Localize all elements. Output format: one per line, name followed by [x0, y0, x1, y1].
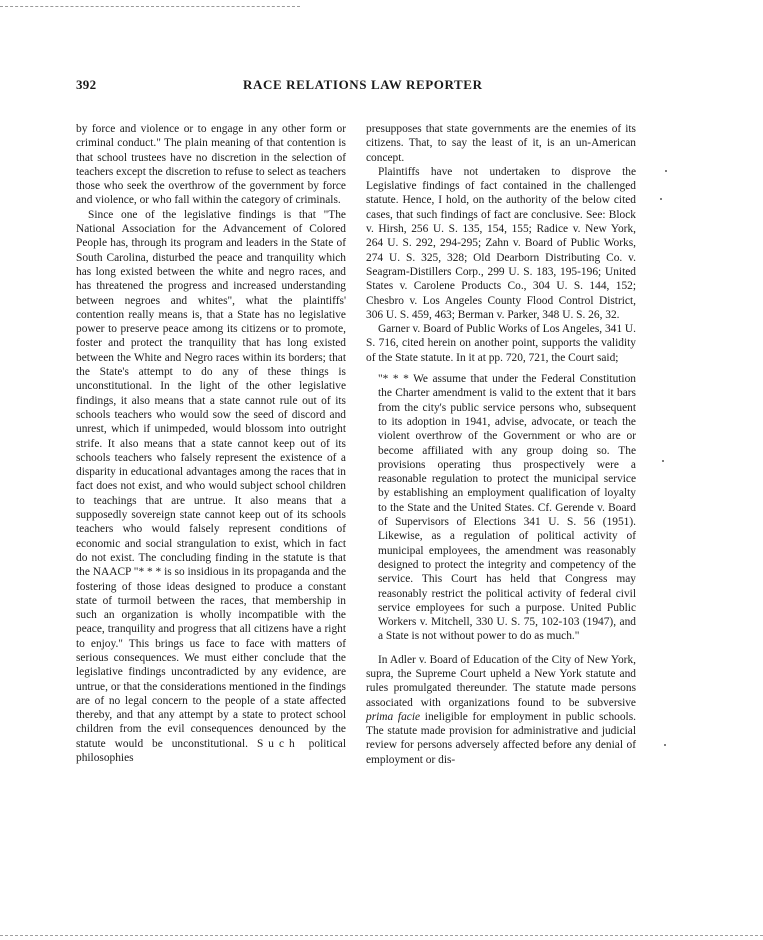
scan-speck [664, 744, 666, 746]
page-number: 392 [76, 77, 97, 92]
spaced-word: Such [256, 737, 300, 750]
block-quote: "* * * We assume that under the Federal Constitution the Charter amendment is valid to the extent that it bars from the city's public service persons who, subsequent to its adoption in 1941, advise, advocate, or teach the violent overthrow of the Government or who are or become affiliated with any group doing so. The provisions operating thus prospectively were a reasonable regulation to protect the municipal service by establishing an employment qualification of loyalty to the State and the United States. Cf. Gerende v. Board of Supervisors of Elections 341 U. S. 56 (1951). Likewise, as a regulation of political activity of municipal employees, the amendment was reasonably designed to protect the integrity and competency of the service. This Court has held that Congress may reasonably restrict the political activity of federal civil service employees for such a purpose. United Public Workers v. Mitchell, 330 U. S. 75, 102-103 (1947), and a State is not without power to do as much." [378, 373, 636, 643]
left-paragraph-2-end: political philosophies [76, 737, 346, 765]
left-paragraph-1: by force and violence or to engage in any other form or criminal conduct." The plain meaning of that contention is that school trustees have no discretion in the selection of teachers except the discretion to refuse to select as teachers those who seek the overthrow of the government by force and violence, or who fall within the category of criminals. [76, 123, 346, 207]
right-paragraph-3: Garner v. Board of Public Works of Los Angeles, 341 U. S. 716, cited herein on another point, supports the validity of the State statute. In it at pp. 720, 721, the Court said; [366, 323, 636, 364]
scan-speck [665, 170, 667, 172]
scan-speck [662, 460, 664, 462]
right-column [366, 122, 636, 767]
scan-speck [660, 198, 662, 200]
right-paragraph-4 [366, 653, 636, 767]
bottom-scan-rule [0, 935, 763, 936]
right-paragraph-1: presupposes that state governments are the enemies of its citizens. That, to say the least of it, is an un-American concept. [366, 123, 636, 164]
right-paragraph-2: Plaintiffs have not undertaken to disprove the Legislative findings of fact contained in the challenged statute. Hence, I hold, on the authority of the below cited cases, that such findings of fact are conclusive. See: Block v. Hirsh, 256 U. S. 135, 154, 155; Radice v. New York, 264 U. S. 292, 294-295; Zahn v. Board of Public Works, 274 U. S. 325, 328; Old Dearborn Distributing Co. v. Seagram-Distillers Corp., 299 U. S. 183, 195-196; United States v. Carolene Products Co., 304 U. S. 144, 152; Chesbro v. Los Angeles County Flood Control District, 306 U. S. 459, 463; Berman v. Parker, 348 U. S. 26, 32. [366, 165, 636, 321]
running-head: RACE RELATIONS LAW REPORTER [243, 77, 483, 92]
right-paragraph-4-end: ineligible for employment in public schools. The statute made provision for administrative and judicial review for persons adversely affected before any denial of employment or dis- [366, 710, 636, 766]
right-paragraph-4-text: In Adler v. Board of Education of the City of New York, supra, the Supreme Court upheld a New York statute and rules promulgated thereunder. The statute made persons associated with organizations found to be subversive [366, 653, 636, 709]
top-scan-rule [0, 6, 300, 7]
left-paragraph-2 [76, 208, 346, 766]
italic-term: prima facie [366, 710, 421, 723]
left-column [76, 122, 346, 765]
left-paragraph-2-text: Since one of the legislative findings is that "The National Association for the Advancement of Colored People has, through its program and leaders in the State of South Carolina, disturbed the peace and tranquility which has long existed between the white and negro races, and has threatened the progress and increased understanding between negroes and whites", what the plaintiffs' contention really means is, that a State has no legislative power to preserve peace among its citizens or to promote, foster and protect the tranquility that has long existed between the White and Negro races within its borders; that the State's attempt to do any of these things is unconstitutional. In the light of the other legislative findings, it also means that a state cannot rule out of its schools teachers who would sow the seed of discord and unrest, which if unimpeded, would blossom into outright strife. It also means that a state cannot keep out of its schools teachers who falsely represent the existence of a disparity in educational advantages among the races that in fact does not exist, and who would subject school children to teachings that are untrue. It also means that a supposedly sovereign state cannot keep out of its schools teachers who would falsely represent conditions of economic and social strangulation to exist, which in fact do not exist. The concluding finding in the statute is that the NAACP "* * * is so insidious in its propaganda and the fostering of those ideas designed to produce a constant state of turmoil between the races, that membership in such an organization is wholly incompatible with the peace, tranquility and progress that all citizens have a right to enjoy." This brings us face to face with matters of serious consequences. We must either conclude that the legislative findings uncontradicted by any evidence, are untrue, or that the considerations mentioned in the findings are of no legal concern to the people of a state affected thereby, and that any attempt by a state to protect school children from the evil consequences denounced by the statute would be unconstitutional. [76, 208, 346, 750]
